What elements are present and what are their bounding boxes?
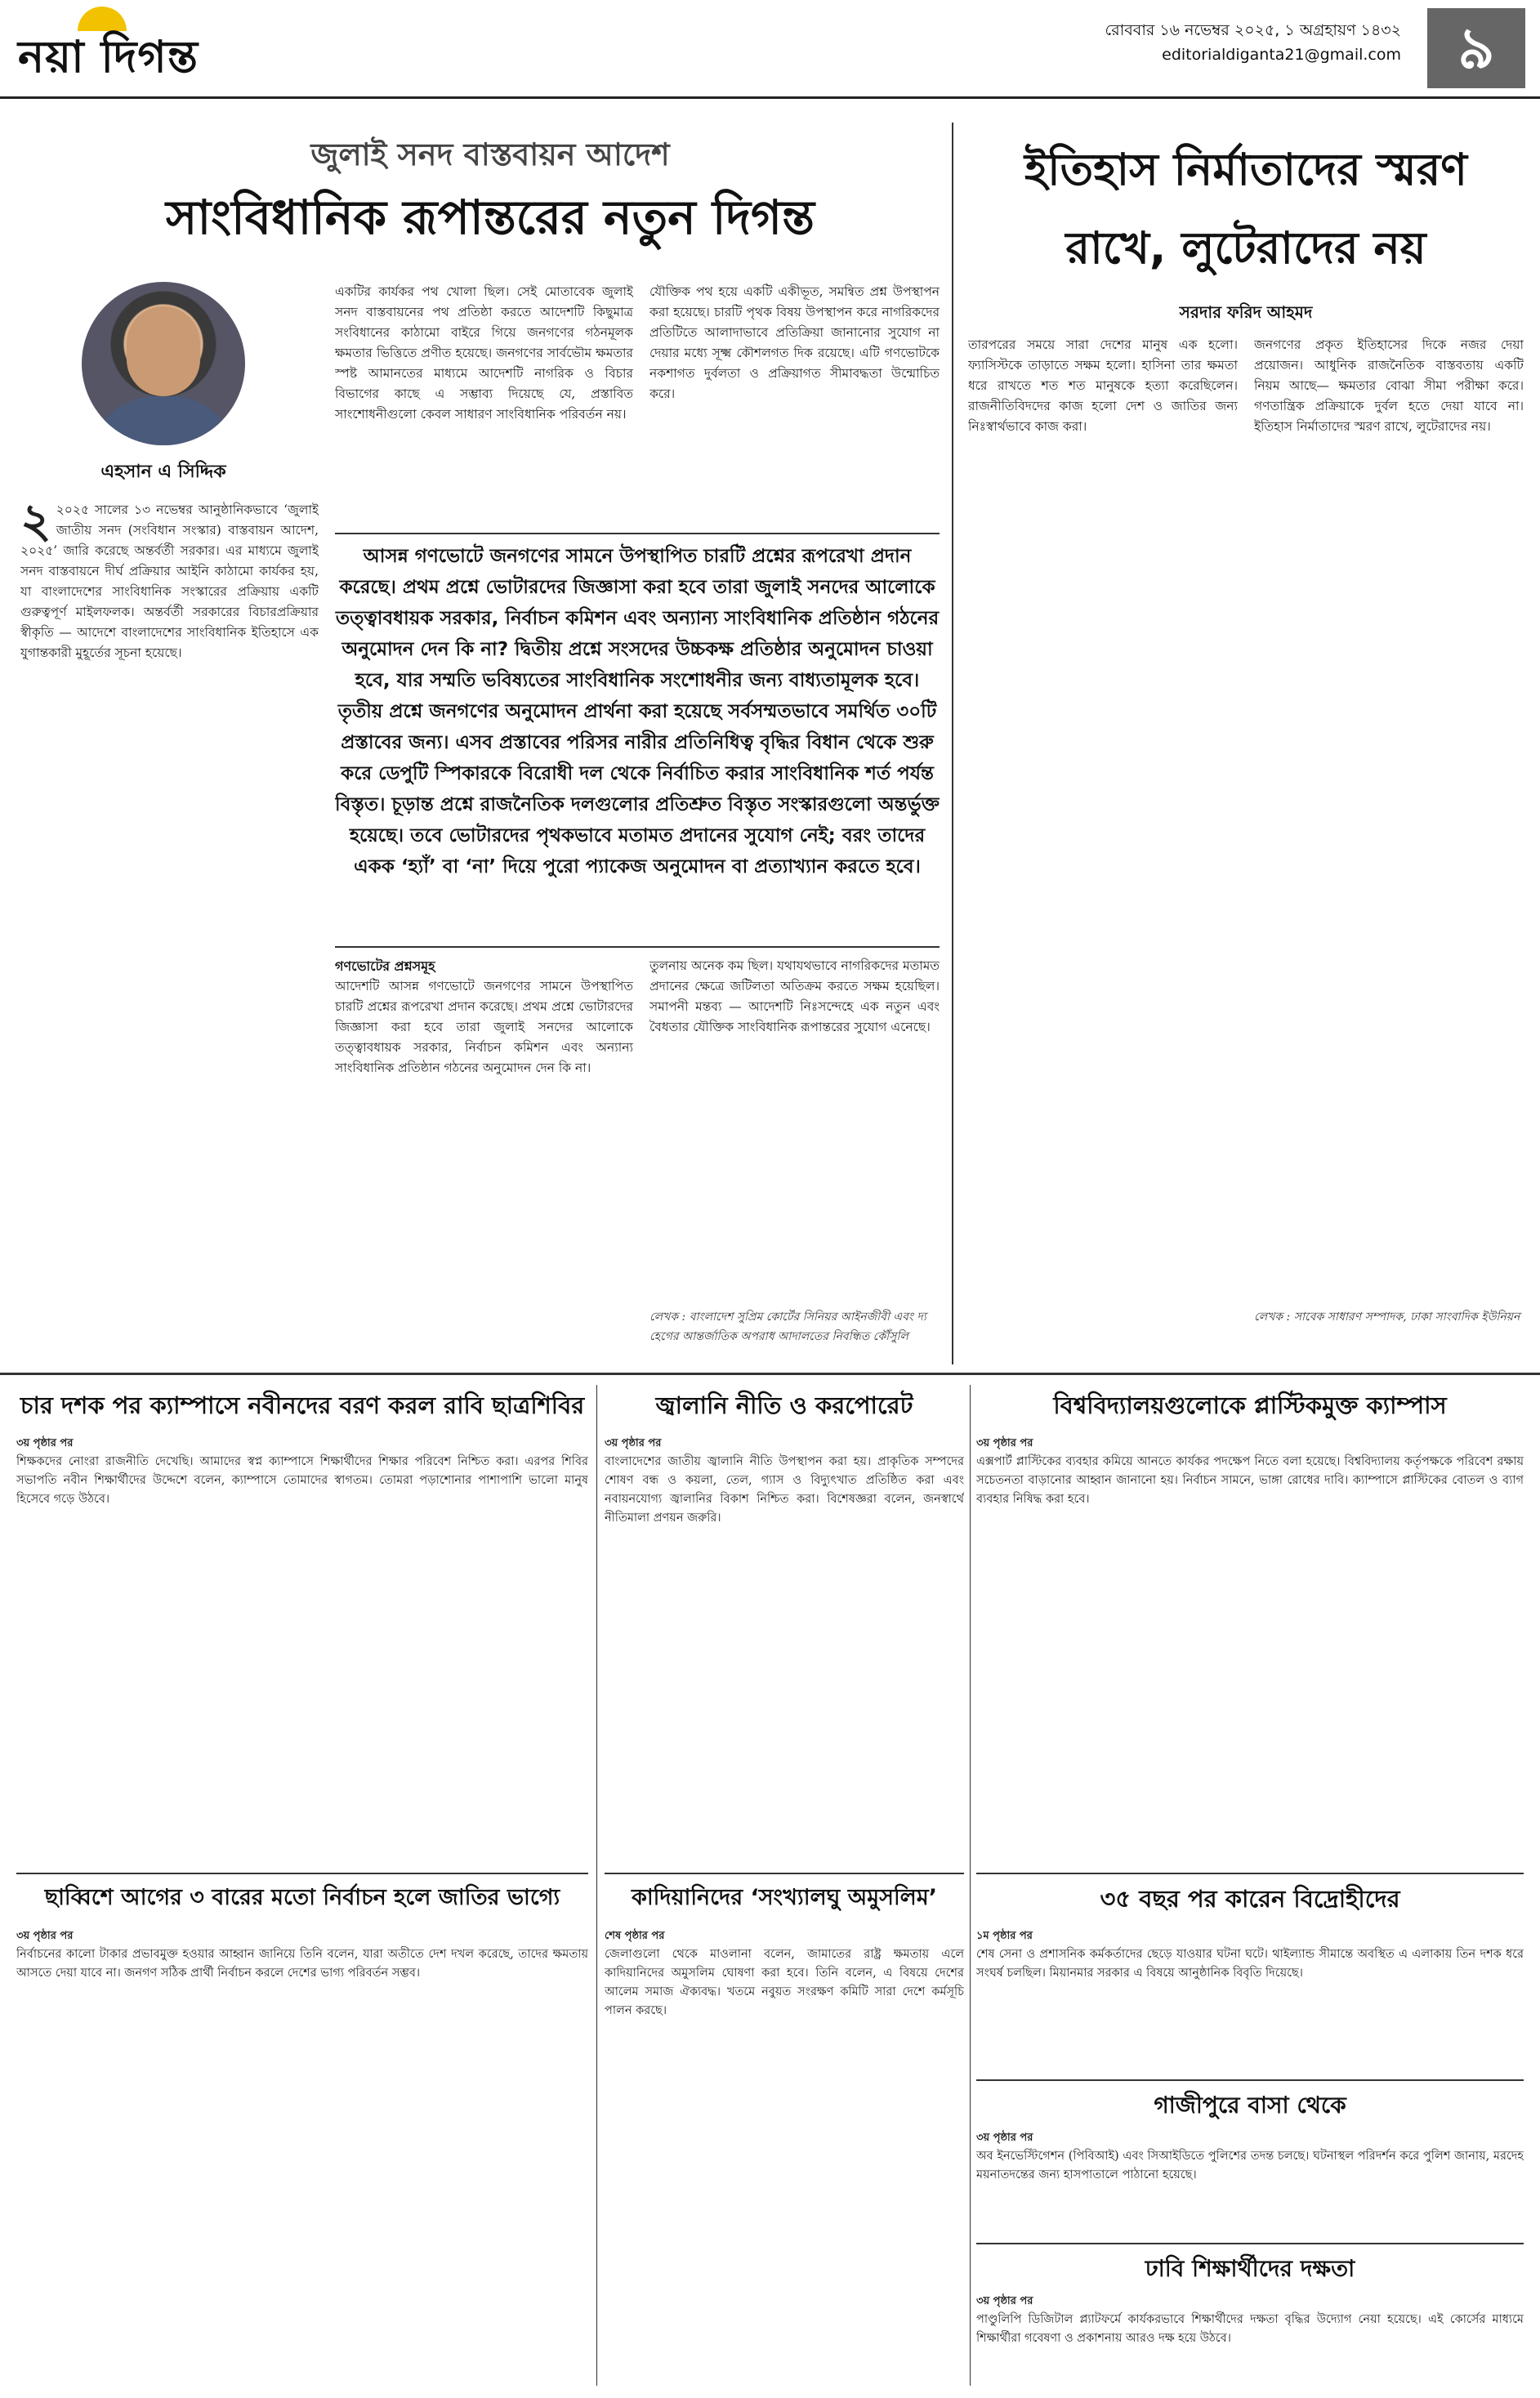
right-author-note: লেখক : সাবেক সাধারণ সম্পাদক, ঢাকা সাংবাদিক ইউনিয়ন — [1254, 1311, 1520, 1324]
bottom-divider-2 — [970, 1385, 971, 2386]
story-6-rule — [976, 1873, 1524, 1874]
story-3-text: এক্সপার্ট প্লাস্টিকের ব্যবহার কমিয়ে আনতে কার্যকর পদক্ষেপ নিতে বলা হয়েছে। বিশ্ববিদ্যালয় কর্তৃপক্ষকে পরিবেশ রক্ষায় সচেতনতা বাড়ানোর আহ্বান জানানো হয়। নির্বাচন সামনে, ভাঙ্গা রোধের দাবি। ক্যাম্পাসে প্লাস্টিকের বোতল ও ব্যাগ ব্যবহার নিষিদ্ধ করা হবে। — [976, 1455, 1524, 1506]
lead-author: এহসান এ সিদ্দিক — [100, 462, 226, 482]
right-headline: ইতিহাস নির্মাতাদের স্মরণ রাখে, লুটেরাদের নয় — [1024, 144, 1467, 274]
story-7-continued: ৩য় পৃষ্ঠার পর — [976, 2132, 1033, 2144]
story-8-headline[interactable]: ঢাবি শিক্ষার্থীদের দক্ষতা — [1145, 2255, 1355, 2282]
lead-col1-text: ২০২৫ সালের ১৩ নভেম্বর আনুষ্ঠানিকভাবে ‘জুলাই জাতীয় সনদ (সংবিধান সংস্কার) বাস্তবায়ন আদেশ, ২০২৫’ জারি করেছে অন্তর্বর্তী সরকার। এর মাধ্যমে জুলাই সনদ বাস্তবায়নে দীর্ঘ প্রক্রিয়ার আইনি কাঠামো কার্যকর হয়, যা বাংলাদেশের সাংবিধানিক সংস্কারের প্রক্রিয়ায় একটি গুরুত্বপূর্ণ মাইলফলক। অন্তর্বর্তী সরকারের বিচারপ্রক্রিয়ার স্বীকৃতি — আদেশে বাংলাদেশের সাংবিধানিক ইতিহাসে এক যুগান্তকারী মুহূর্তের সূচনা হয়েছে। — [20, 502, 319, 660]
story-5-headline[interactable]: কাদিয়ানিদের ‘সংখ্যালঘু অমুসলিম’ — [631, 1885, 938, 1910]
pull-quote-rule-bottom — [335, 946, 940, 948]
pull-quote: আসন্ন গণভোটে জনগণের সামনে উপস্থাপিত চারটি প্রশ্নের রূপরেখা প্রদান করেছে। প্রথম প্রশ্নে ভোটারদের জিজ্ঞাসা করা হবে তারা জুলাই সনদের আলোকে তত্ত্বাবধায়ক সরকার, নির্বাচন কমিশন এবং অন্যান্য সাংবিধানিক প্রতিষ্ঠান গঠনের অনুমোদন দেন কি না? দ্বিতীয় প্রশ্নে সংসদের উচ্চকক্ষ প্রতিষ্ঠার অনুমোদন চাওয়া হবে, যার সম্মতি ভবিষ্যতের সাংবিধানিক সংশোধনীর জন্য বাধ্যতামূলক হবে। তৃতীয় প্রশ্নে জনগণের অনুমোদন প্রার্থনা করা হয়েছে সর্বসম্মতভাবে সমর্থিত ৩০টি প্রস্তাবের জন্য। এসব প্রস্তাবের পরিসর নারীর প্রতিনিধিত্ব বৃদ্ধির বিধান থেকে শুরু করে ডেপুটি স্পিকারকে বিরোধী দল থেকে নির্বাচিত করার সাংবিধানিক শর্ত পর্যন্ত বিস্তৃত। চূড়ান্ত প্রশ্নে রাজনৈতিক দলগুলোর প্রতিশ্রুত বিস্তৃত সংস্কারগুলো অন্তর্ভুক্ত হয়েছে। তবে ভোটারদের পৃথকভাবে মতামত প্রদানের সুযোগ নেই; বরং তাদের একক ‘হ্যাঁ’ বা ‘না’ দিয়ে পুরো প্যাকেজ অনুমোদন বা প্রত্যাখ্যান করতে হবে। — [335, 546, 940, 877]
date-line: রোববার ১৬ নভেম্বর ২০২৫, ১ অগ্রহায়ণ ১৪৩২ — [1105, 21, 1401, 39]
story-4-continued: ৩য় পৃষ্ঠার পর — [16, 1930, 74, 1942]
story-7-text: অব ইনভেস্টিগেশন (পিবিআই) এবং সিআইডিতে পুলিশের তদন্ত চলছে। ঘটনাস্থল পরিদর্শন করে পুলিশ জানায়, মরদেহ ময়নাতদন্তের জন্য হাসপাতালে পাঠানো হয়েছে। — [976, 2150, 1524, 2181]
story-2-text: বাংলাদেশের জাতীয় জ্বালানি নীতি উপস্থাপন করা হয়। প্রাকৃতিক সম্পদের শোষণ বন্ধ ও কয়লা, তেল, গ্যাস ও বিদ্যুৎখাত প্রতিষ্ঠিত করা এবং নবায়নযোগ্য জ্বালানির বিকাশ নিশ্চিত করা। বিশেষজ্ঞরা বলেন, জনস্বার্থে নীতিমালা প্রণয়ন জরুরি। — [605, 1455, 964, 1525]
story-5-rule — [605, 1873, 964, 1874]
story-7-body — [976, 2128, 1524, 2235]
author-photo — [82, 282, 245, 445]
dateline — [1105, 18, 1401, 67]
story-4-text: নির্বাচনের কালো টাকার প্রভাবমুক্ত হওয়ার আহ্বান জানিয়ে তিনি বলেন, যারা অতীতে দেশ দখল করেছে, তাদের ক্ষমতায় আসতে দেয়া যাবে না। জনগণ সঠিক প্রার্থী নির্বাচন করলে দেশের ভাগ্য পরিবর্তন সম্ভব। — [16, 1948, 588, 1980]
editorial-email[interactable]: editorialdiganta21@gmail.com — [1162, 46, 1401, 64]
lead-kicker: জুলাই সনদ বাস্তবায়ন আদেশ — [310, 136, 670, 172]
story-3-headline[interactable]: বিশ্ববিদ্যালয়গুলোকে প্লাস্টিকমুক্ত ক্যাম্পাস — [1053, 1391, 1447, 1419]
page-number: ৯ — [1427, 8, 1525, 88]
story-1-headline[interactable]: চার দশক পর ক্যাম্পাসে নবীনদের বরণ করল রাবি ছাত্রশিবির — [20, 1391, 585, 1419]
lead-subhead: গণভোটের প্রশ্নসমূহ — [335, 958, 435, 974]
column-divider — [952, 123, 953, 1364]
lead-lower-col2-text: আদেশটি আসন্ন গণভোটে জনগণের সামনে উপস্থাপিত চারটি প্রশ্নের রূপরেখা প্রদান করেছে। প্রথম প্রশ্নে ভোটারদের জিজ্ঞাসা করা হবে তারা জুলাই সনদের আলোকে তত্ত্বাবধায়ক সরকার, নির্বাচন কমিশন এবং অন্যান্য সাংবিধানিক প্রতিষ্ঠান গঠনের অনুমোদন দেন কি না। — [335, 979, 633, 1075]
story-1-text: শিক্ষকদের নোংরা রাজনীতি দেখেছি। আমাদের স্বপ্ন ক্যাম্পাসে শিক্ষার্থীদের শিক্ষার পরিবেশ নিশ্চিত করা। এরপর শিবির সভাপতি নবীন শিক্ষার্থীদের উদ্দেশে বলেন, ক্যাম্পাসে তোমাদের স্বাগতম। তোমরা পড়াশোনার পাশাপাশি ভালো মানুষ হিসেবে গড়ে উঠবে। — [16, 1455, 588, 1506]
story-2-continued: ৩য় পৃষ্ঠার পর — [605, 1437, 662, 1449]
story-6-headline[interactable]: ৩৫ বছর পর কারেন বিদ্রোহীদের — [1100, 1885, 1400, 1913]
story-1-continued: ৩য় পৃষ্ঠার পর — [16, 1437, 74, 1449]
story-4-headline[interactable]: ছাব্বিশে আগের ৩ বারের মতো নির্বাচন হলে জাতির ভাগ্যে — [44, 1885, 560, 1910]
story-8-text: পাণ্ডুলিপি ডিজিটাল প্ল্যাটফর্মে কার্যকরভাবে শিক্ষার্থীদের দক্ষতা বৃদ্ধির উদ্যোগ নেয়া হয়েছে। এই কোর্সের মাধ্যমে শিক্ষার্থীরা গবেষণা ও প্রকাশনায় আরও দক্ষ হয়ে উঠবে। — [976, 2313, 1524, 2345]
story-5-body — [605, 1927, 964, 2384]
right-column-2: জনগণের প্রকৃত ইতিহাসের দিকে নজর দেয়া প্রয়োজন। আধুনিক রাজনৈতিক বাস্তবতায় একটি নিয়ম আছে— ক্ষমতার বোঝা সীমা পরীক্ষা করে। গণতান্ত্রিক প্রক্রিয়াকে দুর্বল হতে দেয়া যাবে না। ইতিহাস নির্মাতাদের স্মরণ রাখে, লুটেরাদের নয়। — [1254, 337, 1524, 434]
story-8-continued: ৩য় পৃষ্ঠার পর — [976, 2295, 1033, 2307]
story-4-body — [16, 1927, 588, 2384]
lead-author-note: লেখক : বাংলাদেশ সুপ্রিম কোর্টের সিনিয়র আইনজীবী এবং দ্য হেগের আন্তর্জাতিক অপরাধ আদালতের নিবন্ধিত কৌঁসুলি — [649, 1311, 926, 1343]
story-6-body — [976, 1927, 1524, 2074]
story-6-text: শেষ সেনা ও প্রশাসনিক কর্মকর্তাদের ছেড়ে যাওয়ার ঘটনা ঘটে। থাইল্যান্ড সীমান্তে অবস্থিত এ এলাকায় তিন দশক ধরে সংঘর্ষ চলছিল। মিয়ানমার সরকার এ বিষয়ে আনুষ্ঠানিক বিবৃতি দিয়েছে। — [976, 1948, 1524, 1980]
lead-lower-column-3: তুলনায় অনেক কম ছিল। যথাযথভাবে নাগরিকদের মতামত প্রদানের ক্ষেত্রে জটিলতা অতিক্রম করতে সক্ষম হয়েছিল। সমাপনী মন্তব্য — আদেশটি নিঃসন্দেহে এক নতুন এবং বৈধতার যৌক্তিক সাংবিধানিক রূপান্তরের সুযোগ এনেছে। — [649, 958, 940, 1034]
author-face — [127, 306, 200, 396]
story-4-rule — [16, 1873, 588, 1874]
newspaper-logo[interactable]: নয়া দিগন্ত — [18, 31, 199, 83]
story-5-text: জেলাগুলো থেকে মাওলানা বলেন, জামাতের রাষ্ট্র ক্ষমতায় এলে কাদিয়ানিদের অমুসলিম ঘোষণা করা হবে। তিনি বলেন, এ বিষয়ে দেশের আলেম সমাজ ঐক্যবদ্ধ। খতমে নবুয়ত সংরক্ষণ কমিটি সারা দেশে কর্মসূচি পালন করছে। — [605, 1948, 964, 2017]
lead-column-2: একটির কার্যকর পথ খোলা ছিল। সেই মোতাবেক জুলাই সনদ বাস্তবায়নের পথ প্রতিষ্ঠা করতে আদেশটি কিছুমাত্র সংবিধানের কাঠামো বাইরে গিয়ে জনগণের গঠনমূলক ক্ষমতার ভিত্তিতে প্রণীত হয়েছে। জনগণের সার্বভৌম ক্ষমতার স্পষ্ট আমানতের মাধ্যমে আদেশটি নাগরিক ও বিচার বিভাগের কাছে এ সম্ভাব্য দিয়েছে যে, প্রস্তাবিত সাংশোধনীগুলো কেবল সাধারণ সাংবিধানিক পরিবর্তন নয়। — [335, 284, 633, 422]
lead-headline: সাংবিধানিক রূপান্তরের নতুন দিগন্ত — [166, 190, 815, 245]
lead-column-3: যৌক্তিক পথ হয়ে একটি একীভূত, সমন্বিত প্রশ্ন উপস্থাপন করা হয়েছে। চারটি পৃথক বিষয় উপস্থাপন করে নাগরিকদের প্রতিটিতে আলাদাভাবে প্রতিক্রিয়া জানানোর সুযোগ না দেয়ার মধ্যে সূক্ষ্ম কৌশলগত দিক রয়েছে। এটি গণভোটকে নকশাগত দুর্বলতা ও প্রক্রিয়াগত সীমাবদ্ধতা উন্মোচিত করে। — [649, 284, 940, 401]
story-2-body — [605, 1434, 964, 1867]
story-2-headline[interactable]: জ্বালানি নীতি ও করপোরেট — [655, 1391, 913, 1419]
section-divider — [0, 1373, 1540, 1375]
right-author: সরদার ফরিদ আহমদ — [1179, 302, 1313, 322]
lead-column-1 — [20, 500, 319, 1356]
story-7-rule — [976, 2079, 1524, 2081]
story-5-continued: শেষ পৃষ্ঠার পর — [605, 1930, 665, 1942]
bottom-divider-1 — [596, 1385, 597, 2386]
story-3-body — [976, 1434, 1524, 1867]
story-8-rule — [976, 2243, 1524, 2244]
story-3-continued: ৩য় পৃষ্ঠার পর — [976, 1437, 1033, 1449]
right-column-1: তারপরের সময়ে সারা দেশের মানুষ এক হলো। ফ্যাসিস্টকে তাড়াতে সক্ষম হলো। হাসিনা তার ক্ষমতা ধরে রাখতে শত শত মানুষকে হত্যা করেছিলেন। রাজনীতিবিদদের কাজ হলো দেশ ও জাতির জন্য নিঃস্বার্থভাবে কাজ করা। — [968, 337, 1238, 434]
author-shirt — [90, 396, 237, 445]
story-7-headline[interactable]: গাজীপুরে বাসা থেকে — [1154, 2092, 1346, 2119]
story-1-body — [16, 1434, 588, 1867]
masthead — [0, 0, 1540, 99]
lead-lower-column-2 — [335, 956, 633, 1356]
story-6-continued: ১ম পৃষ্ঠার পর — [976, 1930, 1033, 1942]
pull-quote-rule-top — [335, 533, 940, 534]
dropcap: ২ — [20, 500, 51, 548]
story-8-body — [976, 2292, 1524, 2386]
